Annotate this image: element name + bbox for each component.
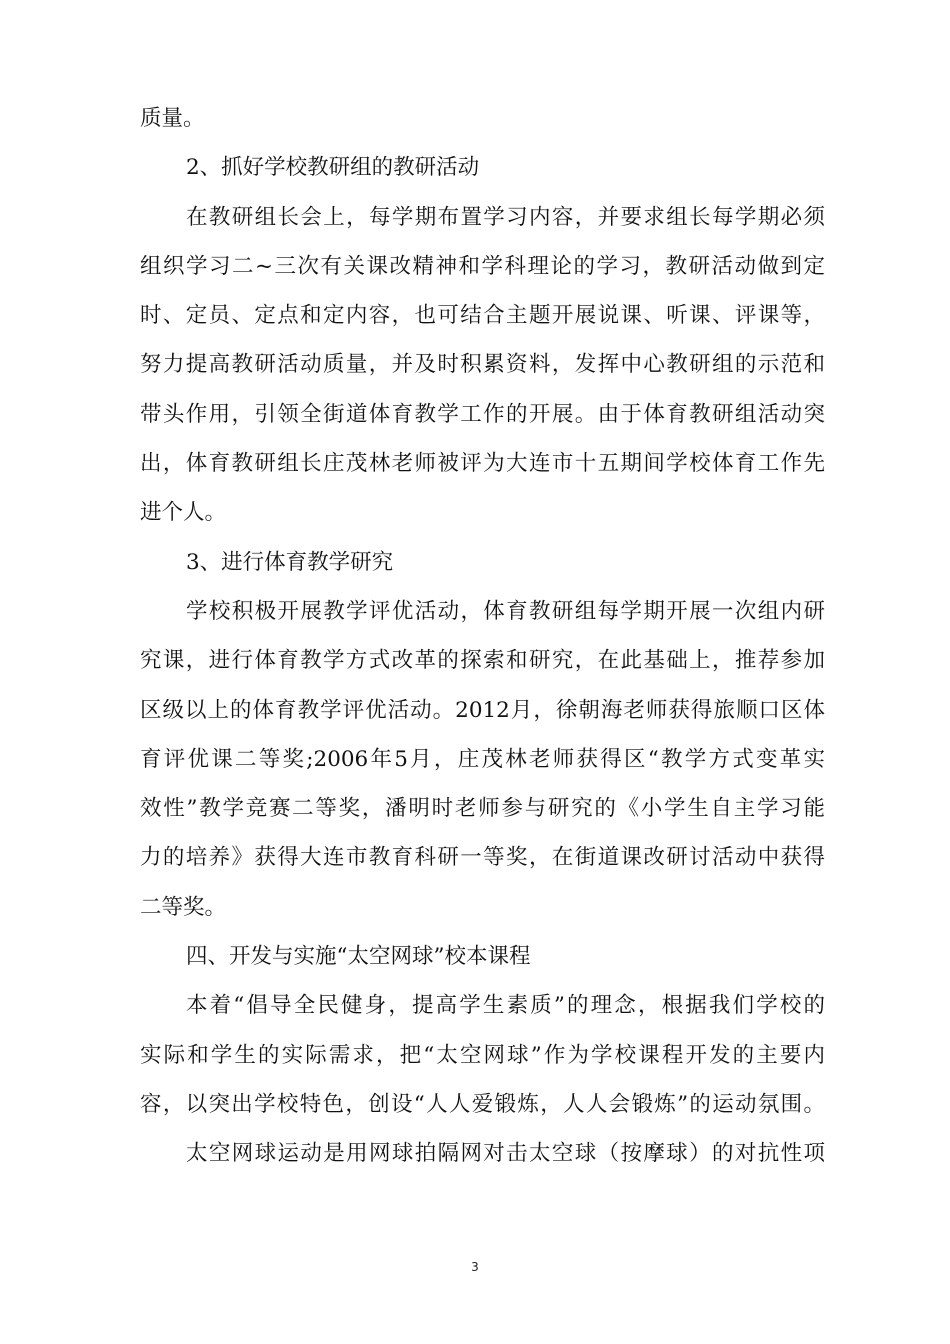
text-line: 力的培养》获得大连市教育科研一等奖，在街道课改研讨活动中获得: [140, 845, 825, 871]
section-heading: 四、开发与实施“太空网球”校本课程: [186, 944, 531, 970]
text-line: 本着“倡导全民健身，提高学生素质”的理念，根据我们学校的: [186, 993, 825, 1019]
text-line: 出，体育教研组长庄茂林老师被评为大连市十五期间学校体育工作先: [140, 451, 825, 477]
section-heading: 3、进行体育教学研究: [186, 549, 394, 575]
text-line: 容，以突出学校特色，创设“人人爱锻炼，人人会锻炼”的运动氛围。: [140, 1091, 825, 1117]
text-line: 在教研组长会上，每学期布置学习内容，并要求组长每学期必须: [186, 204, 825, 230]
section-heading: 2、抓好学校教研组的教研活动: [186, 155, 480, 181]
text-line: 效性”教学竞赛二等奖，潘明时老师参与研究的《小学生自主学习能: [140, 796, 825, 822]
text-line: 二等奖。: [140, 894, 227, 920]
text-line: 努力提高教研活动质量，并及时积累资料，发挥中心教研组的示范和: [140, 352, 825, 378]
text-line: 区级以上的体育教学评优活动。2012月，徐朝海老师获得旅顺口区体: [140, 697, 825, 723]
text-line: 太空网球运动是用网球拍隔网对击太空球（按摩球）的对抗性项: [186, 1141, 825, 1167]
text-line: 育评优课二等奖;2006年5月，庄茂林老师获得区“教学方式变革实: [140, 746, 825, 772]
document-page: [140, 94, 825, 1179]
page-number: 3: [471, 1260, 479, 1274]
text-line: 进个人。: [140, 500, 227, 526]
text-line: 究课，进行体育教学方式改革的探索和研究，在此基础上，推荐参加: [140, 648, 825, 674]
text-line: 组织学习二~三次有关课改精神和学科理论的学习，教研活动做到定: [140, 253, 825, 279]
text-line: 学校积极开展教学评优活动，体育教研组每学期开展一次组内研: [186, 598, 825, 624]
text-line: 带头作用，引领全街道体育教学工作的开展。由于体育教研组活动突: [140, 401, 825, 427]
text-line: 质量。: [140, 106, 205, 131]
text-line: 时、定员、定点和定内容，也可结合主题开展说课、听课、评课等，: [140, 303, 825, 329]
text-line: 实际和学生的实际需求，把“太空网球”作为学校课程开发的主要内: [140, 1042, 825, 1068]
